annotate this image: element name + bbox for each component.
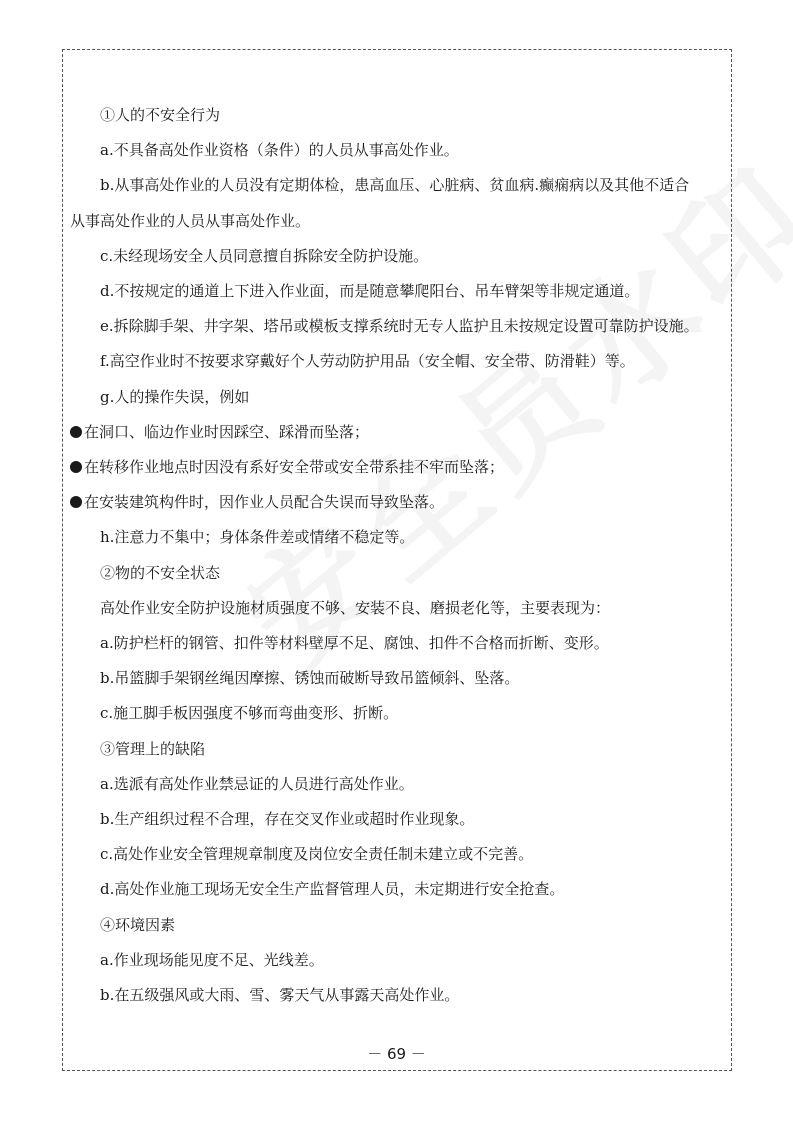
body-paragraph-text: a.不具备高处作业资格（条件）的人员从事高处作业。 <box>100 141 459 160</box>
bullet-dot-icon <box>70 426 82 438</box>
bullet-item-text: 在洞口、临边作业时因踩空、踩滑而坠落； <box>84 422 370 441</box>
body-paragraph-text: c.未经现场安全人员同意擅自拆除安全防护设施。 <box>100 246 429 265</box>
body-paragraph <box>70 837 700 872</box>
body-paragraph <box>70 872 700 907</box>
body-paragraph <box>70 133 700 168</box>
body-paragraph-text: h.注意力不集中；身体条件差或情绪不稳定等。 <box>100 528 415 547</box>
body-paragraph-text: b.在五级强风或大雨、雪、雾天气从事露天高处作业。 <box>100 986 460 1005</box>
section-heading <box>70 908 700 943</box>
body-paragraph-text: a.防护栏杆的钢管、扣件等材料壁厚不足、腐蚀、扣件不合格而折断、变形。 <box>100 634 609 653</box>
body-paragraph <box>70 380 700 415</box>
body-paragraph <box>70 802 700 837</box>
section-heading-text: ①人的不安全行为 <box>100 106 221 124</box>
section-heading <box>70 98 700 133</box>
bullet-item <box>70 415 700 450</box>
body-paragraph-text: g.人的操作失误，例如 <box>100 387 250 406</box>
body-paragraph <box>70 626 700 661</box>
body-paragraph <box>70 274 700 309</box>
body-paragraph-text: d.不按规定的通道上下进入作业面，而是随意攀爬阳台、吊车臂架等非规定通道。 <box>100 282 640 301</box>
page-number: － 69 － <box>367 1045 426 1063</box>
section-heading-text: ③管理上的缺陷 <box>100 739 206 758</box>
document-body <box>70 98 700 1013</box>
body-paragraph-text: a.选派有高处作业禁忌证的人员进行高处作业。 <box>100 774 414 793</box>
bullet-item-text: 在转移作业地点时因没有系好安全带或安全带系挂不牢而坠落； <box>84 458 505 477</box>
body-paragraph <box>70 591 700 626</box>
bullet-dot-icon <box>70 496 82 508</box>
bullet-dot-icon <box>70 461 82 473</box>
body-paragraph <box>70 767 700 802</box>
body-paragraph <box>70 168 700 238</box>
body-paragraph-text: c.高处作业安全管理规章制度及岗位安全责任制未建立或不完善。 <box>100 845 534 864</box>
body-paragraph <box>70 520 700 555</box>
body-paragraph <box>70 344 700 379</box>
section-heading <box>70 732 700 767</box>
section-heading-text: ②物的不安全状态 <box>100 563 221 582</box>
bullet-item-text: 在安装建筑构件时，因作业人员配合失误而导致坠落。 <box>84 493 445 512</box>
body-paragraph <box>70 661 700 696</box>
bullet-item <box>70 485 700 520</box>
body-paragraph-text: d.高处作业施工现场无安全生产监督管理人员，未定期进行安全抢查。 <box>100 880 565 899</box>
body-paragraph <box>70 943 700 978</box>
section-heading-text: ④环境因素 <box>100 915 176 934</box>
section-heading <box>70 556 700 591</box>
body-paragraph <box>70 978 700 1013</box>
body-paragraph-text: 高处作业安全防护设施材质强度不够、安装不良、磨损老化等，主要表现为： <box>100 598 611 617</box>
body-paragraph <box>70 696 700 731</box>
body-paragraph-text: e.拆除脚手架、井字架、塔吊或模板支撑系统时无专人监护且未按规定设置可靠防护设施。 <box>100 317 699 336</box>
body-paragraph <box>70 309 700 344</box>
body-paragraph <box>70 239 700 274</box>
body-paragraph-text: b.吊篮脚手架钢丝绳因摩擦、锈蚀而破断导致吊篮倾斜、坠落。 <box>100 669 520 688</box>
body-paragraph-text: b.从事高处作业的人员没有定期体检，患高血压、心脏病、贫血病.癫痫病以及其他不适合从事高处作业的人员从事高处作业。 <box>70 176 690 230</box>
bullet-item <box>70 450 700 485</box>
body-paragraph-text: f.高空作业时不按要求穿戴好个人劳动防护用品（安全帽、安全带、防滑鞋）等。 <box>100 352 635 371</box>
body-paragraph-text: c.施工脚手板因强度不够而弯曲变形、折断。 <box>100 704 399 723</box>
body-paragraph-text: b.生产组织过程不合理，存在交叉作业或超时作业现象。 <box>100 810 475 829</box>
body-paragraph-text: a.作业现场能见度不足、光线差。 <box>100 950 324 969</box>
